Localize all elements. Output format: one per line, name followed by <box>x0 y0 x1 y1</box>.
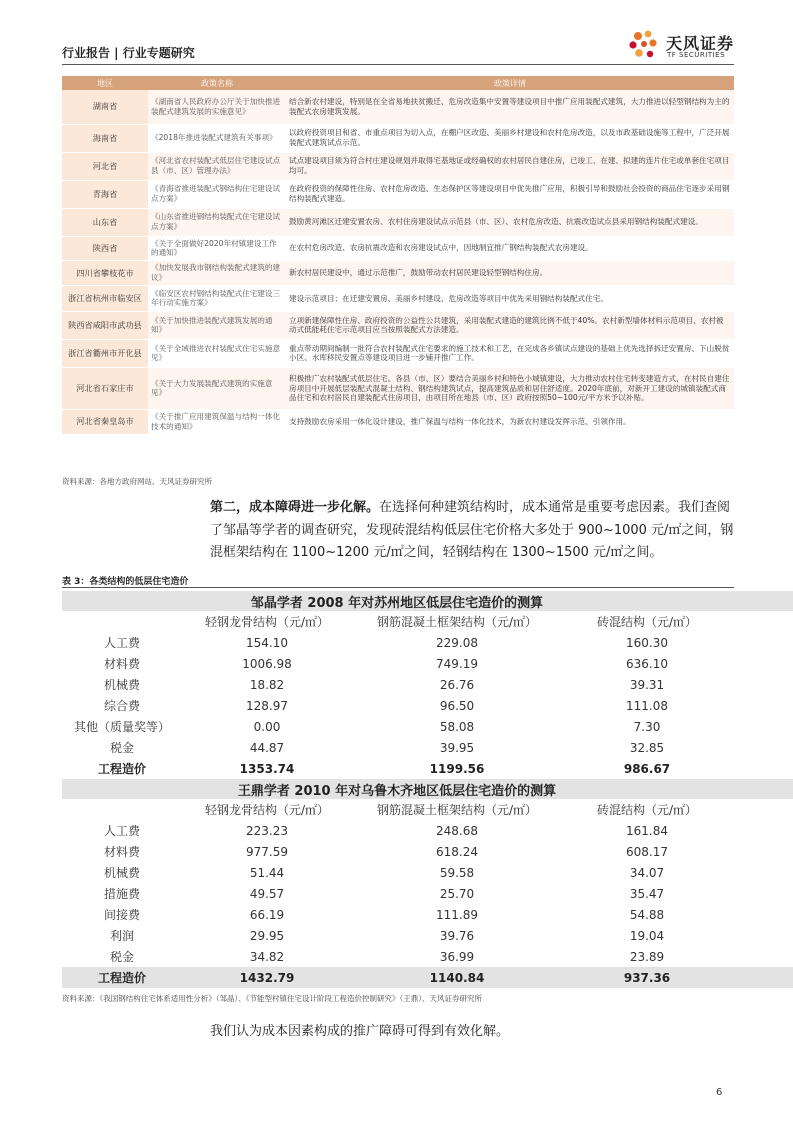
paragraph-text: 在选择何种建筑结构时，成本通常是重要考虑因素。我们查阅了邹晶等学者的调查研究，发现砖混结构低层住宅价格大多处于 900~1000 元/㎡之间，钢混框架结构在 1100~1200 元/㎡之间，轻钢结构在 1300~1500 元/㎡之间。 <box>210 500 734 560</box>
cost-value: 937.36 <box>562 967 732 988</box>
cost-value: 34.07 <box>629 865 665 880</box>
policy-region-cell: 河北省秦皇岛市 <box>62 409 148 434</box>
cost-pad <box>732 674 793 695</box>
cost-item-label: 措施费 <box>103 887 140 901</box>
policy-detail-cell: 结合新农村建设，特别是在全省易地扶贫搬迁、危房改造集中安置等建设项目中推广应用装配式建筑，大力推进以轻型钢结构为主的装配式农房建筑发展。 <box>286 90 734 124</box>
cost-pad <box>732 967 793 988</box>
cost-pad <box>732 904 793 925</box>
cost-value: 223.23 <box>246 823 288 838</box>
cost-value: 749.19 <box>436 656 478 671</box>
cost-item-label: 税金 <box>109 950 134 964</box>
policy-detail-cell: 支持鼓励农房采用一体化设计建设，推广保温与结构一体化技术，为新农村建设发挥示范、引领作用。 <box>286 409 734 434</box>
cost-column-header: 砖混结构（元/㎡） <box>596 803 698 817</box>
cost-item-label: 间接费 <box>103 908 140 922</box>
cost-value: 96.50 <box>439 698 475 713</box>
policy-region-cell: 陕西省咸阳市武功县 <box>62 311 148 339</box>
cost-value: 54.88 <box>629 907 665 922</box>
policy-name-cell: 《关于大力发展装配式建筑的实施意见》 <box>148 367 286 409</box>
policy-detail-cell: 以政府投资项目和省、市重点项目为切入点，在棚户区改造、美丽乡村建设和农村危房改造，以及市政基础设施等工程中，广泛开展装配式建筑试点示范。 <box>286 124 734 152</box>
cost-table <box>62 591 793 988</box>
cost-item-label: 工程造价 <box>62 967 182 988</box>
cost-row <box>62 737 793 758</box>
cost-row <box>62 904 793 925</box>
cost-value: 26.76 <box>439 677 475 692</box>
policy-name-cell: 《2018年推进装配式建筑有关事项》 <box>148 124 286 152</box>
report-header-title: 行业报告 | 行业专题研究 <box>62 46 195 60</box>
cost-value: 19.04 <box>629 928 665 943</box>
policy-row <box>62 285 734 311</box>
cost-value: 39.31 <box>629 677 665 692</box>
policy-name-cell: 《关于加快推进装配式建筑发展的通知》 <box>148 311 286 339</box>
cost-pad <box>732 841 793 862</box>
cost-row <box>62 862 793 883</box>
cost-item-label: 人工费 <box>103 636 140 650</box>
cost-value: 986.67 <box>623 761 671 776</box>
cost-value: 608.17 <box>626 844 668 859</box>
cost-value: 7.30 <box>633 719 661 734</box>
policy-detail-cell: 试点建设项目须为符合村庄建设规划并取得宅基地证或经确权的农村居民自建住房，已竣工、在建、拟建的连片住宅或单套住宅项目均可。 <box>286 152 734 180</box>
policy-row <box>62 311 734 339</box>
policy-region-cell: 浙江省衢州市开化县 <box>62 339 148 367</box>
cost-value: 111.89 <box>436 907 478 922</box>
cost-total-row <box>62 758 793 779</box>
cost-row <box>62 841 793 862</box>
logo-chinese-name: 天风证券 <box>666 34 735 53</box>
cost-section-title: 王鼎学者 2010 年对乌鲁木齐地区低层住宅造价的测算 <box>62 779 793 799</box>
cost-value: 0.00 <box>253 719 281 734</box>
paragraph-lead: 第二，成本障碍进一步化解。 <box>210 500 380 515</box>
policy-region-cell: 湖南省 <box>62 90 148 124</box>
policy-row <box>62 124 734 152</box>
cost-item-label: 综合费 <box>103 699 140 713</box>
cost-pad <box>732 716 793 737</box>
cost-column-header: 砖混结构（元/㎡） <box>596 615 698 629</box>
policy-detail-cell: 建设示范项目；在迁建安置房、美丽乡村建设、危房改造等项目中优先采用钢结构装配式住宅。 <box>286 285 734 311</box>
cost-value: 1353.74 <box>239 761 295 776</box>
cost-value: 160.30 <box>626 635 668 650</box>
cost-column-header-row <box>62 799 793 820</box>
policy-region-cell: 浙江省杭州市临安区 <box>62 285 148 311</box>
policy-table <box>62 76 734 435</box>
cost-value: 128.97 <box>246 698 288 713</box>
policy-detail-cell: 鼓励黄河滩区迁建安置农房、农村住房建设试点示范县（市、区）、农村危房改造、抗震改造试点县采用钢结构装配式建设。 <box>286 208 734 236</box>
policy-row <box>62 90 734 124</box>
policy-detail-cell: 重点带动期间编制一批符合农村装配式住宅要求的施工技术和工艺，在完成各乡镇试点建设的基础上优先选择拆迁安置房、下山脱贫小区、水库移民安置点等建设项目进一步铺开推广工作。 <box>286 339 734 367</box>
cost-header-empty <box>62 799 182 820</box>
cost-value: 34.82 <box>249 949 285 964</box>
cost-value: 161.84 <box>626 823 668 838</box>
cost-item-label: 材料费 <box>103 657 140 671</box>
cost-item-label: 机械费 <box>103 866 140 880</box>
cost-column-header: 钢筋混凝土框架结构（元/㎡） <box>376 615 538 629</box>
logo-flower-icon <box>626 28 662 64</box>
cost-value: 248.68 <box>436 823 478 838</box>
cost-table-source: 资料来源：《我国钢结构住宅体系适用性分析》（邹晶）、《节能型村镇住宅设计阶段工程造价控制研究》（王鼎）、天风证券研究所 <box>62 994 482 1003</box>
policy-row <box>62 261 734 286</box>
cost-value: 32.85 <box>629 740 665 755</box>
cost-pad <box>732 883 793 904</box>
cost-value: 35.47 <box>629 886 665 901</box>
cost-value: 1199.56 <box>429 761 485 776</box>
policy-region-cell: 山东省 <box>62 208 148 236</box>
cost-value: 1006.98 <box>242 656 292 671</box>
policy-row <box>62 409 734 434</box>
logo-english-name: TF SECURITIES <box>667 51 726 59</box>
cost-item-label: 人工费 <box>103 824 140 838</box>
policy-row <box>62 180 734 208</box>
cost-value: 229.08 <box>436 635 478 650</box>
policy-detail-cell: 在农村危房改造、农房抗震改造和农房建设试点中，因地制宜推广钢结构装配式农房建设。 <box>286 236 734 261</box>
policy-header-name: 政策名称 <box>148 76 286 90</box>
cost-value: 25.70 <box>439 886 475 901</box>
cost-item-label: 其他（质量奖等） <box>73 720 170 734</box>
cost-table-label-divider <box>62 587 734 588</box>
cost-value: 1140.84 <box>352 967 562 988</box>
policy-table-source: 资料来源：各地方政府网站、天风证券研究所 <box>62 477 212 486</box>
conclusion-text: 我们认为成本因素构成的推广障碍可得到有效化解。 <box>210 1024 510 1039</box>
cost-item-label: 利润 <box>109 929 134 943</box>
cost-value: 36.99 <box>439 949 475 964</box>
cost-row <box>62 883 793 904</box>
policy-name-cell: 《青海省推进装配式钢结构住宅建设试点方案》 <box>148 180 286 208</box>
policy-detail-cell: 立项新建保障性住房、政府投资的公益性公共建筑，采用装配式建造的建筑比例不低于40%。农村新型墙体材料示范项目、农村被动式低能耗住宅示范项目应当按照装配式方法建造。 <box>286 311 734 339</box>
cost-pad <box>732 611 793 632</box>
policy-region-cell: 河北省 <box>62 152 148 180</box>
brand-logo <box>626 28 736 64</box>
cost-value: 977.59 <box>246 844 288 859</box>
policy-region-cell: 陕西省 <box>62 236 148 261</box>
policy-row <box>62 208 734 236</box>
policy-region-cell: 海南省 <box>62 124 148 152</box>
cost-value: 618.24 <box>436 844 478 859</box>
cost-value: 154.10 <box>246 635 288 650</box>
policy-name-cell: 《加快发展我市钢结构装配式建筑的建议》 <box>148 261 286 286</box>
cost-value: 18.82 <box>249 677 285 692</box>
page-number: 6 <box>716 1087 723 1098</box>
cost-pad <box>732 946 793 967</box>
cost-value: 23.89 <box>629 949 665 964</box>
cost-value: 29.95 <box>249 928 285 943</box>
cost-header-empty <box>62 611 182 632</box>
policy-row <box>62 236 734 261</box>
cost-row <box>62 716 793 737</box>
cost-value: 58.08 <box>439 719 475 734</box>
cost-value: 636.10 <box>626 656 668 671</box>
cost-item-label: 材料费 <box>103 845 140 859</box>
cost-value: 59.58 <box>439 865 475 880</box>
cost-column-header: 轻钢龙骨结构（元/㎡） <box>204 615 330 629</box>
cost-column-header: 轻钢龙骨结构（元/㎡） <box>204 803 330 817</box>
cost-pad <box>732 820 793 841</box>
cost-pad <box>732 632 793 653</box>
policy-row <box>62 152 734 180</box>
header-divider <box>62 64 734 65</box>
cost-pad <box>732 695 793 716</box>
cost-item-label: 机械费 <box>103 678 140 692</box>
policy-row <box>62 339 734 367</box>
cost-section-title-row <box>62 779 793 799</box>
cost-row <box>62 925 793 946</box>
policy-name-cell: 《关于推广应用建筑保温与结构一体化技术的通知》 <box>148 409 286 434</box>
cost-column-header: 钢筋混凝土框架结构（元/㎡） <box>376 803 538 817</box>
cost-value: 44.87 <box>249 740 285 755</box>
policy-detail-cell: 积极推广农村装配式低层住宅。各县（市、区）要结合美丽乡村和特色小城镇建设，大力推动农村住宅转变建造方式，在村民自建住房项目中开展低层装配式混凝土结构、钢结构建筑试点，提高建筑品质和居住舒适度。2020年底前，对新开工建设的城镇装配式商品住宅和农村居民自建装配式住房项目，由项目所在地县（市、区）政府按照50~100元/平方米予以补贴。 <box>286 367 734 409</box>
cost-value: 39.76 <box>439 928 475 943</box>
cost-row <box>62 946 793 967</box>
cost-value: 66.19 <box>249 907 285 922</box>
cost-value: 1432.79 <box>182 967 352 988</box>
policy-region-cell: 河北省石家庄市 <box>62 367 148 409</box>
cost-item-label: 工程造价 <box>97 762 146 776</box>
cost-row <box>62 674 793 695</box>
cost-pad <box>732 758 793 779</box>
cost-total-row <box>62 967 793 988</box>
cost-column-header-row <box>62 611 793 632</box>
cost-row <box>62 695 793 716</box>
policy-region-cell: 四川省攀枝花市 <box>62 261 148 286</box>
cost-pad <box>732 653 793 674</box>
cost-value: 111.08 <box>626 698 668 713</box>
cost-value: 49.57 <box>249 886 285 901</box>
policy-header-region: 地区 <box>62 76 148 90</box>
cost-section-title-row <box>62 591 793 611</box>
policy-region-cell: 青海省 <box>62 180 148 208</box>
policy-name-cell: 《河北省农村装配式低层住宅建设试点县（市、区）管理办法》 <box>148 152 286 180</box>
body-paragraph <box>210 497 734 565</box>
cost-value: 51.44 <box>249 865 285 880</box>
cost-value: 39.95 <box>439 740 475 755</box>
policy-row <box>62 367 734 409</box>
cost-pad <box>732 925 793 946</box>
policy-header-detail: 政策详情 <box>286 76 734 90</box>
cost-row <box>62 653 793 674</box>
policy-name-cell: 《湖南省人民政府办公厅关于加快推进装配式建筑发展的实施意见》 <box>148 90 286 124</box>
cost-section-title: 邹晶学者 2008 年对苏州地区低层住宅造价的测算 <box>62 591 793 611</box>
policy-detail-cell: 在政府投资的保障性住房、农村危房改造、生态保护区等建设项目中优先推广应用，积极引导和鼓励社会投资的商品住宅逐步采用钢结构装配式建造。 <box>286 180 734 208</box>
policy-name-cell: 《关于全域推进农村装配式住宅实施意见》 <box>148 339 286 367</box>
cost-pad <box>732 799 793 820</box>
cost-row <box>62 820 793 841</box>
cost-item-label: 税金 <box>109 741 134 755</box>
policy-name-cell: 《关于全面做好2020年村镇建设工作的通知》 <box>148 236 286 261</box>
cost-table-label: 表 3：各类结构的低层住宅造价 <box>62 577 189 587</box>
cost-pad <box>732 862 793 883</box>
policy-name-cell: 《山东省推进钢结构装配式住宅建设试点方案》 <box>148 208 286 236</box>
cost-pad <box>732 737 793 758</box>
cost-row <box>62 632 793 653</box>
policy-detail-cell: 新农村居民建设中，通过示范推广，鼓励带动农村居民建设轻型钢结构住房。 <box>286 261 734 286</box>
policy-name-cell: 《临安区农村钢结构装配式住宅建设三年行动实施方案》 <box>148 285 286 311</box>
